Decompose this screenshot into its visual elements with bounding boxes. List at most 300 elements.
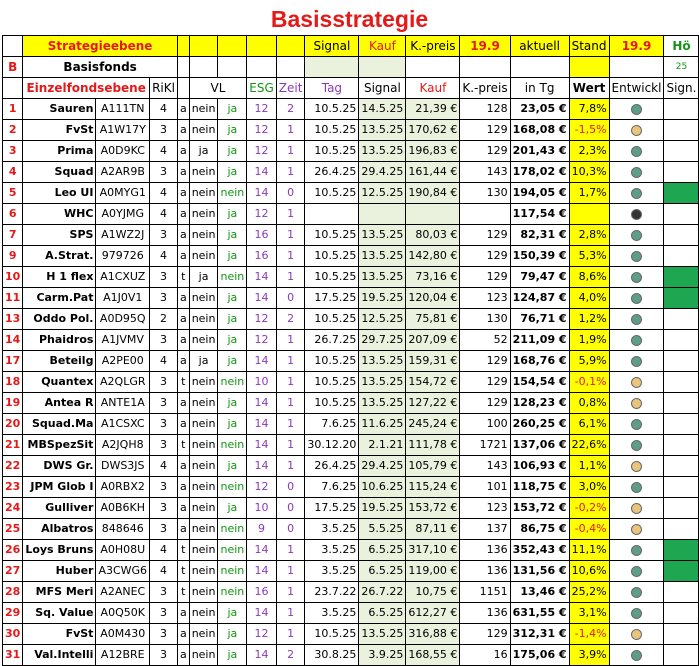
highlight-marker: [664, 288, 699, 309]
fund-vl: ja: [189, 267, 218, 288]
row-number: 27: [3, 561, 23, 582]
fund-vl: nein: [189, 561, 218, 582]
row-number: 31: [3, 645, 23, 666]
fund-vl: nein: [189, 162, 218, 183]
signal-dot-icon: [631, 587, 642, 598]
fund-tag: 1: [276, 456, 305, 477]
fund-name: Quantex: [23, 372, 96, 393]
row-number: 11: [3, 288, 23, 309]
fund-name: Albatros: [23, 519, 96, 540]
fund-vl: nein: [189, 645, 218, 666]
signal-indicator: [609, 246, 664, 267]
highlight-marker: [664, 582, 699, 603]
fund-value: 124,87 €: [510, 288, 569, 309]
col-wert: Wert: [569, 78, 609, 99]
fund-signal-date: 23.7.22: [305, 582, 359, 603]
fund-value: 79,47 €: [510, 267, 569, 288]
signal-indicator: [609, 582, 664, 603]
fund-zeit: 12: [247, 309, 277, 330]
fund-rikl: 3: [150, 498, 178, 519]
fund-vl-type: a: [177, 603, 189, 624]
fund-wkn: A1WZ2J: [96, 225, 150, 246]
fund-kaufpreis: 190,84 €: [406, 183, 460, 204]
fund-vl: nein: [189, 498, 218, 519]
fund-signal-date: 10.5.25: [305, 267, 359, 288]
fund-vl-type: a: [177, 330, 189, 351]
fund-zeit: 14: [247, 645, 277, 666]
table-row: [3, 141, 699, 162]
fund-vl: nein: [189, 246, 218, 267]
fund-kaufpreis: 317,10 €: [406, 540, 460, 561]
fund-vl-type: a: [177, 498, 189, 519]
fund-vl-type: a: [177, 183, 189, 204]
fund-kaufpreis: 153,72 €: [406, 498, 460, 519]
signal-indicator: [609, 162, 664, 183]
table-row: [3, 204, 699, 225]
table-row: [3, 162, 699, 183]
fund-development: -0,1%: [569, 372, 609, 393]
fund-signal-date: 26.4.25: [305, 456, 359, 477]
highlight-marker: [664, 330, 699, 351]
fund-value: 117,54 €: [510, 204, 569, 225]
table-row: [3, 288, 699, 309]
signal-dot-icon: [631, 440, 642, 451]
fund-zeit: 14: [247, 162, 277, 183]
col-entwickl: Entwickl: [609, 78, 664, 99]
table-row: [3, 414, 699, 435]
top-date2: 19.9: [609, 36, 664, 57]
fund-kaufpreis: 161,44 €: [406, 162, 460, 183]
fund-vl: nein: [189, 204, 218, 225]
fund-rikl: 3: [150, 162, 178, 183]
fund-development: 7,8%: [569, 99, 609, 120]
fund-value: 168,76 €: [510, 351, 569, 372]
top-signal: Signal: [305, 36, 359, 57]
fund-vl: nein: [189, 624, 218, 645]
fund-vl-type: t: [177, 267, 189, 288]
fund-days: 129: [460, 372, 510, 393]
fund-zeit: 14: [247, 183, 277, 204]
fund-kauf-date: 12.5.25: [359, 183, 406, 204]
row-number: 29: [3, 603, 23, 624]
fund-vl: nein: [189, 582, 218, 603]
fund-wkn: A2AR9B: [96, 162, 150, 183]
fund-vl: nein: [189, 456, 218, 477]
fund-esg: ja: [218, 288, 247, 309]
fund-wkn: A2QLGR: [96, 372, 150, 393]
fund-esg: ja: [218, 225, 247, 246]
signal-dot-icon: [631, 419, 642, 430]
table-row: [3, 267, 699, 288]
fund-kaufpreis: 245,24 €: [406, 414, 460, 435]
row-number: 19: [3, 393, 23, 414]
fund-esg: nein: [218, 561, 247, 582]
fund-development: 1,1%: [569, 456, 609, 477]
signal-dot-icon: [631, 545, 642, 556]
fund-wkn: A0M430: [96, 624, 150, 645]
fund-wkn: DWS3JS: [96, 456, 150, 477]
fund-kaufpreis: 168,55 €: [406, 645, 460, 666]
fund-esg: ja: [218, 351, 247, 372]
signal-indicator: [609, 330, 664, 351]
fund-kauf-date: 6.5.25: [359, 603, 406, 624]
fund-vl: nein: [189, 309, 218, 330]
fund-value: 352,43 €: [510, 540, 569, 561]
fund-kaufpreis: 612,27 €: [406, 603, 460, 624]
fund-vl: nein: [189, 330, 218, 351]
fund-tag: 1: [276, 435, 305, 456]
fund-rikl: 4: [150, 561, 178, 582]
fund-vl-type: a: [177, 624, 189, 645]
fund-esg: nein: [218, 435, 247, 456]
fund-vl-type: t: [177, 582, 189, 603]
fund-wkn: A1JVMV: [96, 330, 150, 351]
fund-zeit: 14: [247, 456, 277, 477]
signal-dot-icon: [631, 608, 642, 619]
fund-vl-type: t: [177, 435, 189, 456]
fund-days: 123: [460, 288, 510, 309]
fund-days: 100: [460, 414, 510, 435]
fund-name: Squad: [23, 162, 96, 183]
fund-value: 153,72 €: [510, 498, 569, 519]
page-title: Basisstrategie: [270, 6, 429, 32]
fund-name: H 1 flex: [23, 267, 96, 288]
fund-days: 101: [460, 477, 510, 498]
fund-esg: ja: [218, 414, 247, 435]
signal-indicator: [609, 267, 664, 288]
table-row: [3, 561, 699, 582]
signal-indicator: [609, 414, 664, 435]
signal-dot-icon: [631, 335, 642, 346]
fund-name: Val.Intelli: [23, 645, 96, 666]
signal-dot-icon: [631, 209, 642, 220]
top-ho-num: 25: [664, 57, 699, 78]
fund-name: Sauren: [23, 99, 96, 120]
signal-indicator: [609, 225, 664, 246]
table-row: [3, 99, 699, 120]
fund-signal-date: 3.5.25: [305, 540, 359, 561]
fund-rikl: 3: [150, 288, 178, 309]
highlight-marker: [664, 267, 699, 288]
column-header-row: [3, 78, 699, 99]
signal-indicator: [609, 351, 664, 372]
table-row: [3, 519, 699, 540]
signal-dot-icon: [631, 314, 642, 325]
fund-wkn: A1J0V1: [96, 288, 150, 309]
fund-development: 4,0%: [569, 288, 609, 309]
fund-value: 260,25 €: [510, 414, 569, 435]
row-number: 6: [3, 204, 23, 225]
signal-indicator: [609, 624, 664, 645]
fund-rikl: 3: [150, 477, 178, 498]
signal-indicator: [609, 498, 664, 519]
row-number: 23: [3, 477, 23, 498]
signal-dot-icon: [631, 230, 642, 241]
fund-vl: nein: [189, 372, 218, 393]
fund-signal-date: 3.5.25: [305, 603, 359, 624]
highlight-marker: [664, 309, 699, 330]
fund-esg: ja: [218, 99, 247, 120]
fund-name: Prima: [23, 141, 96, 162]
table-row: [3, 456, 699, 477]
highlight-marker: [664, 204, 699, 225]
fund-development: 5,3%: [569, 246, 609, 267]
fund-esg: ja: [218, 246, 247, 267]
fund-rikl: 4: [150, 246, 178, 267]
top-aktuell: aktuell: [510, 36, 569, 57]
highlight-marker: [664, 99, 699, 120]
signal-indicator: [609, 603, 664, 624]
fund-kaufpreis: 21,39 €: [406, 99, 460, 120]
fund-tag: 1: [276, 204, 305, 225]
fund-vl-type: t: [177, 372, 189, 393]
row-number: 25: [3, 519, 23, 540]
fund-zeit: 14: [247, 603, 277, 624]
fund-value: 118,75 €: [510, 477, 569, 498]
fund-vl: nein: [189, 288, 218, 309]
fund-tag: 1: [276, 141, 305, 162]
signal-dot-icon: [631, 167, 642, 178]
fund-development: 2,3%: [569, 141, 609, 162]
fund-value: 631,55 €: [510, 603, 569, 624]
signal-indicator: [609, 99, 664, 120]
fund-signal-date: 10.5.25: [305, 225, 359, 246]
row-number: 4: [3, 162, 23, 183]
table-row: [3, 582, 699, 603]
highlight-marker: [664, 498, 699, 519]
fund-zeit: 14: [247, 414, 277, 435]
fund-vl-type: a: [177, 519, 189, 540]
fund-rikl: 4: [150, 183, 178, 204]
fund-development: 5,9%: [569, 351, 609, 372]
fund-wkn: A2JQH8: [96, 435, 150, 456]
fund-name: Antea R: [23, 393, 96, 414]
basisfonds-row: [3, 57, 699, 78]
fund-value: 76,71 €: [510, 309, 569, 330]
signal-dot-icon: [631, 461, 642, 472]
fund-days: 129: [460, 624, 510, 645]
fund-zeit: 10: [247, 498, 277, 519]
fund-zeit: 14: [247, 561, 277, 582]
fund-wkn: 979726: [96, 246, 150, 267]
fund-development: 1,2%: [569, 309, 609, 330]
fund-tag: 1: [276, 393, 305, 414]
fund-value: 211,09 €: [510, 330, 569, 351]
fund-tag: 1: [276, 540, 305, 561]
fund-zeit: 10: [247, 372, 277, 393]
signal-dot-icon: [631, 146, 642, 157]
fund-kaufpreis: 119,00 €: [406, 561, 460, 582]
signal-indicator: [609, 519, 664, 540]
fund-kauf-date: 13.5.25: [359, 246, 406, 267]
highlight-marker: [664, 561, 699, 582]
fund-vl: nein: [189, 435, 218, 456]
fund-rikl: 2: [150, 309, 178, 330]
fund-development: 3,1%: [569, 603, 609, 624]
fund-development: 10,3%: [569, 162, 609, 183]
fund-vl: nein: [189, 477, 218, 498]
highlight-marker: [664, 456, 699, 477]
fund-kauf-date: 13.5.25: [359, 120, 406, 141]
fund-esg: ja: [218, 393, 247, 414]
fund-zeit: 14: [247, 288, 277, 309]
table-row: [3, 120, 699, 141]
row-number: 14: [3, 330, 23, 351]
fund-signal-date: 10.5.25: [305, 120, 359, 141]
fund-days: 129: [460, 246, 510, 267]
fund-vl-type: a: [177, 645, 189, 666]
fund-value: 23,05 €: [510, 99, 569, 120]
fund-development: 6,1%: [569, 414, 609, 435]
highlight-marker: [664, 183, 699, 204]
signal-indicator: [609, 540, 664, 561]
fund-zeit: 12: [247, 204, 277, 225]
row-number: 7: [3, 225, 23, 246]
fund-development: -1,5%: [569, 120, 609, 141]
fund-zeit: 14: [247, 393, 277, 414]
fund-signal-date: 17.5.25: [305, 498, 359, 519]
fund-kauf-date: [359, 204, 406, 225]
fund-value: 194,05 €: [510, 183, 569, 204]
fund-kauf-date: 29.4.25: [359, 456, 406, 477]
fund-rikl: 3: [150, 582, 178, 603]
fund-days: 1151: [460, 582, 510, 603]
fund-days: 130: [460, 309, 510, 330]
fund-name: Leo UI: [23, 183, 96, 204]
fund-esg: nein: [218, 582, 247, 603]
fund-wkn: A111TN: [96, 99, 150, 120]
fund-zeit: 14: [247, 351, 277, 372]
fund-zeit: 14: [247, 540, 277, 561]
fund-days: 143: [460, 456, 510, 477]
fund-tag: 1: [276, 372, 305, 393]
fund-signal-date: 26.4.25: [305, 162, 359, 183]
fund-rikl: 3: [150, 330, 178, 351]
highlight-marker: [664, 603, 699, 624]
fund-wkn: ANTE1A: [96, 393, 150, 414]
col-sign: Sign.: [664, 78, 699, 99]
basisfonds-label: Basisfonds: [23, 57, 178, 78]
signal-indicator: [609, 561, 664, 582]
fund-signal-date: 10.5.25: [305, 183, 359, 204]
fund-development: 11,1%: [569, 540, 609, 561]
fund-signal-date: 17.5.25: [305, 288, 359, 309]
fund-tag: 1: [276, 351, 305, 372]
table-row: [3, 309, 699, 330]
fund-rikl: 4: [150, 456, 178, 477]
fund-esg: ja: [218, 204, 247, 225]
fund-kauf-date: 10.6.25: [359, 477, 406, 498]
fund-vl: nein: [189, 99, 218, 120]
fund-wkn: A0D95Q: [96, 309, 150, 330]
signal-indicator: [609, 477, 664, 498]
fund-name: Huber: [23, 561, 96, 582]
fund-vl: nein: [189, 519, 218, 540]
fund-tag: 1: [276, 330, 305, 351]
fund-tag: 1: [276, 603, 305, 624]
row-number: 18: [3, 372, 23, 393]
fund-kauf-date: 5.5.25: [359, 519, 406, 540]
top-ho: Hö: [664, 36, 699, 57]
fund-tag: 1: [276, 561, 305, 582]
fund-name: Carm.Pat: [23, 288, 96, 309]
fund-kauf-date: 2.1.21: [359, 435, 406, 456]
fund-rikl: 3: [150, 393, 178, 414]
fund-tag: 2: [276, 99, 305, 120]
fund-esg: nein: [218, 477, 247, 498]
fund-wkn: A0RBX2: [96, 477, 150, 498]
fund-rikl: 3: [150, 435, 178, 456]
fund-days: 129: [460, 351, 510, 372]
fund-vl-type: a: [177, 204, 189, 225]
fund-rikl: 3: [150, 645, 178, 666]
table-row: [3, 498, 699, 519]
table-row: [3, 393, 699, 414]
highlight-marker: [664, 162, 699, 183]
fund-days: 128: [460, 99, 510, 120]
highlight-marker: [664, 519, 699, 540]
fund-rikl: 3: [150, 372, 178, 393]
fund-name: Squad.Ma: [23, 414, 96, 435]
basis-b: B: [3, 57, 23, 78]
fund-days: 52: [460, 330, 510, 351]
fund-esg: ja: [218, 498, 247, 519]
fund-days: 129: [460, 120, 510, 141]
fund-tag: 2: [276, 645, 305, 666]
fund-days: 129: [460, 141, 510, 162]
fund-kaufpreis: 80,03 €: [406, 225, 460, 246]
signal-dot-icon: [631, 566, 642, 577]
fund-kaufpreis: 127,22 €: [406, 393, 460, 414]
fund-zeit: 12: [247, 120, 277, 141]
row-number: 1: [3, 99, 23, 120]
fund-name: Oddo Pol.: [23, 309, 96, 330]
fund-vl-type: a: [177, 393, 189, 414]
table-row: [3, 435, 699, 456]
row-number: 21: [3, 435, 23, 456]
highlight-marker: [664, 477, 699, 498]
signal-indicator: [609, 288, 664, 309]
row-number: 9: [3, 246, 23, 267]
fund-esg: ja: [218, 309, 247, 330]
fund-tag: 1: [276, 225, 305, 246]
col-intg: in Tg: [510, 78, 569, 99]
fund-esg: ja: [218, 330, 247, 351]
fund-name: DWS Gr.: [23, 456, 96, 477]
fund-kaufpreis: 10,75 €: [406, 582, 460, 603]
fund-kaufpreis: 120,04 €: [406, 288, 460, 309]
signal-dot-icon: [631, 503, 642, 514]
table-row: [3, 540, 699, 561]
fund-kaufpreis: 142,80 €: [406, 246, 460, 267]
fund-value: 178,02 €: [510, 162, 569, 183]
fund-signal-date: 10.5.25: [305, 309, 359, 330]
table-row: [3, 351, 699, 372]
highlight-marker: [664, 645, 699, 666]
fund-signal-date: 3.5.25: [305, 519, 359, 540]
fund-days: [460, 204, 510, 225]
table-row: [3, 624, 699, 645]
signal-dot-icon: [631, 524, 642, 535]
highlight-marker: [664, 120, 699, 141]
col-rikl: RiKl: [150, 78, 178, 99]
fund-rikl: 3: [150, 414, 178, 435]
fund-development: [569, 204, 609, 225]
signal-dot-icon: [631, 188, 642, 199]
fund-rikl: 3: [150, 120, 178, 141]
fund-signal-date: 30.8.25: [305, 645, 359, 666]
fund-rikl: 4: [150, 351, 178, 372]
